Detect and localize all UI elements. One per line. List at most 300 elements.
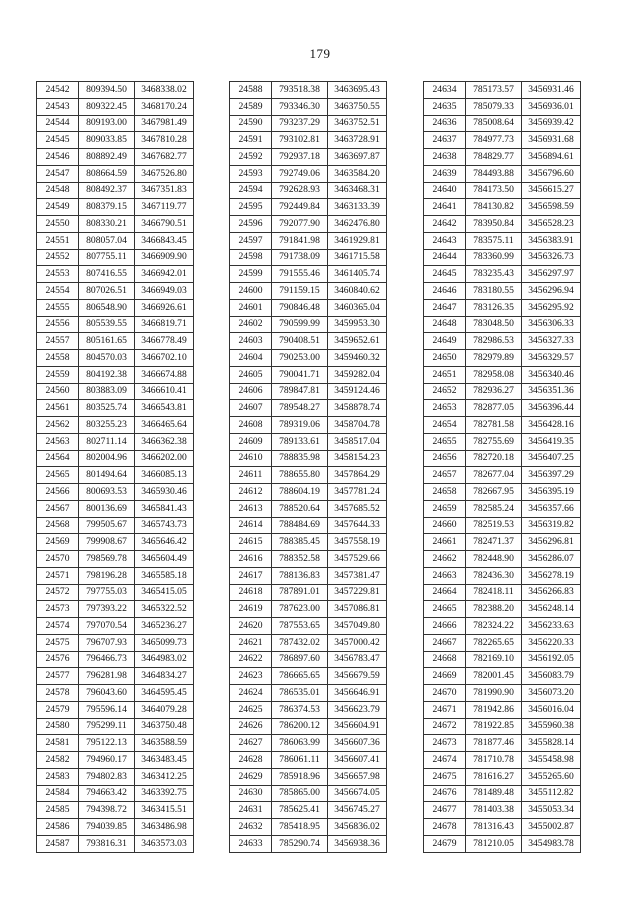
point-id-cell: 24543 (37, 98, 79, 115)
point-id-cell: 24675 (424, 768, 466, 785)
x-coordinate-cell: 782877.05 (466, 400, 522, 417)
y-coordinate-cell: 3456083.79 (522, 668, 581, 685)
table-row (37, 517, 194, 534)
y-coordinate-cell: 3456931.68 (522, 132, 581, 149)
y-coordinate-cell: 3454983.78 (522, 835, 581, 852)
table-row (37, 433, 194, 450)
x-coordinate-cell: 787553.65 (272, 618, 328, 635)
table-row (230, 835, 387, 852)
point-id-cell: 24631 (230, 802, 272, 819)
x-coordinate-cell: 782986.53 (466, 333, 522, 350)
point-id-cell: 24623 (230, 668, 272, 685)
y-coordinate-cell: 3466610.41 (135, 383, 194, 400)
x-coordinate-cell: 786374.53 (272, 701, 328, 718)
y-coordinate-cell: 3462476.80 (328, 216, 387, 233)
point-id-cell: 24666 (424, 618, 466, 635)
y-coordinate-cell: 3458154.23 (328, 450, 387, 467)
y-coordinate-cell: 3456615.27 (522, 182, 581, 199)
point-id-cell: 24643 (424, 232, 466, 249)
point-id-cell: 24588 (230, 82, 272, 99)
table-row (230, 584, 387, 601)
point-id-cell: 24676 (424, 785, 466, 802)
x-coordinate-cell: 808892.49 (79, 149, 135, 166)
table-row (37, 350, 194, 367)
y-coordinate-cell: 3458517.04 (328, 433, 387, 450)
table-row (37, 149, 194, 166)
x-coordinate-cell: 790599.99 (272, 316, 328, 333)
x-coordinate-cell: 794663.42 (79, 785, 135, 802)
x-coordinate-cell: 789847.81 (272, 383, 328, 400)
table-row (230, 651, 387, 668)
table-row (230, 467, 387, 484)
table-row (424, 551, 581, 568)
y-coordinate-cell: 3456796.60 (522, 165, 581, 182)
table-row (230, 433, 387, 450)
table-row (37, 299, 194, 316)
x-coordinate-cell: 797393.22 (79, 601, 135, 618)
y-coordinate-cell: 3465743.73 (135, 517, 194, 534)
point-id-cell: 24672 (424, 718, 466, 735)
point-id-cell: 24612 (230, 484, 272, 501)
x-coordinate-cell: 782667.95 (466, 484, 522, 501)
y-coordinate-cell: 3455112.82 (522, 785, 581, 802)
table-row (230, 484, 387, 501)
point-id-cell: 24652 (424, 383, 466, 400)
point-id-cell: 24650 (424, 350, 466, 367)
table-row (230, 819, 387, 836)
x-coordinate-cell: 793518.38 (272, 82, 328, 99)
x-coordinate-cell: 782265.65 (466, 634, 522, 651)
y-coordinate-cell: 3456220.33 (522, 634, 581, 651)
table-row (230, 785, 387, 802)
x-coordinate-cell: 795299.11 (79, 718, 135, 735)
x-coordinate-cell: 804192.38 (79, 366, 135, 383)
point-id-cell: 24656 (424, 450, 466, 467)
y-coordinate-cell: 3455053.34 (522, 802, 581, 819)
table-row (424, 149, 581, 166)
page-number: 179 (309, 46, 331, 61)
x-coordinate-cell: 790846.48 (272, 299, 328, 316)
x-coordinate-cell: 782436.30 (466, 567, 522, 584)
point-id-cell: 24576 (37, 651, 79, 668)
y-coordinate-cell: 3456296.94 (522, 283, 581, 300)
x-coordinate-cell: 782585.24 (466, 500, 522, 517)
x-coordinate-cell: 809322.45 (79, 98, 135, 115)
table-row (424, 584, 581, 601)
y-coordinate-cell: 3464079.28 (135, 701, 194, 718)
point-id-cell: 24660 (424, 517, 466, 534)
table-row (424, 132, 581, 149)
x-coordinate-cell: 791738.09 (272, 249, 328, 266)
table-row (230, 266, 387, 283)
point-id-cell: 24642 (424, 216, 466, 233)
y-coordinate-cell: 3456192.05 (522, 651, 581, 668)
point-id-cell: 24549 (37, 199, 79, 216)
y-coordinate-cell: 3463588.59 (135, 735, 194, 752)
x-coordinate-cell: 809193.00 (79, 115, 135, 132)
y-coordinate-cell: 3456248.14 (522, 601, 581, 618)
point-id-cell: 24574 (37, 618, 79, 635)
table-row (37, 785, 194, 802)
table-row (424, 249, 581, 266)
point-id-cell: 24573 (37, 601, 79, 618)
y-coordinate-cell: 3456745.27 (328, 802, 387, 819)
y-coordinate-cell: 3463697.87 (328, 149, 387, 166)
point-id-cell: 24640 (424, 182, 466, 199)
y-coordinate-cell: 3463468.31 (328, 182, 387, 199)
y-coordinate-cell: 3465930.46 (135, 484, 194, 501)
point-id-cell: 24560 (37, 383, 79, 400)
x-coordinate-cell: 784829.77 (466, 149, 522, 166)
point-id-cell: 24579 (37, 701, 79, 718)
y-coordinate-cell: 3466843.45 (135, 232, 194, 249)
x-coordinate-cell: 787432.02 (272, 634, 328, 651)
x-coordinate-cell: 798569.78 (79, 551, 135, 568)
table-row (424, 366, 581, 383)
x-coordinate-cell: 791159.15 (272, 283, 328, 300)
y-coordinate-cell: 3466790.51 (135, 216, 194, 233)
point-id-cell: 24614 (230, 517, 272, 534)
point-id-cell: 24580 (37, 718, 79, 735)
point-id-cell: 24551 (37, 232, 79, 249)
x-coordinate-cell: 800136.69 (79, 500, 135, 517)
y-coordinate-cell: 3465236.27 (135, 618, 194, 635)
y-coordinate-cell: 3466085.13 (135, 467, 194, 484)
y-coordinate-cell: 3456598.59 (522, 199, 581, 216)
y-coordinate-cell: 3457781.24 (328, 484, 387, 501)
table-row (424, 316, 581, 333)
point-id-cell: 24661 (424, 534, 466, 551)
y-coordinate-cell: 3458704.78 (328, 417, 387, 434)
point-id-cell: 24558 (37, 350, 79, 367)
y-coordinate-cell: 3464834.27 (135, 668, 194, 685)
y-coordinate-cell: 3456286.07 (522, 551, 581, 568)
x-coordinate-cell: 783126.35 (466, 299, 522, 316)
point-id-cell: 24606 (230, 383, 272, 400)
point-id-cell: 24633 (230, 835, 272, 852)
point-id-cell: 24566 (37, 484, 79, 501)
y-coordinate-cell: 3456623.79 (328, 701, 387, 718)
point-id-cell: 24600 (230, 283, 272, 300)
table-row (37, 115, 194, 132)
x-coordinate-cell: 786063.99 (272, 735, 328, 752)
point-id-cell: 24644 (424, 249, 466, 266)
x-coordinate-cell: 781990.90 (466, 685, 522, 702)
x-coordinate-cell: 788655.80 (272, 467, 328, 484)
table-row (37, 283, 194, 300)
y-coordinate-cell: 3465099.73 (135, 634, 194, 651)
point-id-cell: 24668 (424, 651, 466, 668)
point-id-cell: 24589 (230, 98, 272, 115)
table-row (230, 735, 387, 752)
table-row (230, 802, 387, 819)
table-row (230, 701, 387, 718)
point-id-cell: 24664 (424, 584, 466, 601)
table-row (424, 82, 581, 99)
y-coordinate-cell: 3466949.03 (135, 283, 194, 300)
table-row (37, 249, 194, 266)
y-coordinate-cell: 3463412.25 (135, 768, 194, 785)
table-row (230, 500, 387, 517)
point-id-cell: 24605 (230, 366, 272, 383)
point-id-cell: 24657 (424, 467, 466, 484)
point-id-cell: 24654 (424, 417, 466, 434)
x-coordinate-cell: 798196.28 (79, 567, 135, 584)
x-coordinate-cell: 801494.64 (79, 467, 135, 484)
y-coordinate-cell: 3456604.91 (328, 718, 387, 735)
x-coordinate-cell: 802711.14 (79, 433, 135, 450)
point-id-cell: 24584 (37, 785, 79, 802)
table-row (424, 768, 581, 785)
point-id-cell: 24665 (424, 601, 466, 618)
y-coordinate-cell: 3455458.98 (522, 752, 581, 769)
point-id-cell: 24564 (37, 450, 79, 467)
x-coordinate-cell: 782388.20 (466, 601, 522, 618)
y-coordinate-cell: 3465604.49 (135, 551, 194, 568)
table-row (37, 216, 194, 233)
point-id-cell: 24563 (37, 433, 79, 450)
table-row (37, 634, 194, 651)
y-coordinate-cell: 3455265.60 (522, 768, 581, 785)
x-coordinate-cell: 803255.23 (79, 417, 135, 434)
point-id-cell: 24601 (230, 299, 272, 316)
point-id-cell: 24669 (424, 668, 466, 685)
point-id-cell: 24635 (424, 98, 466, 115)
table-row (230, 249, 387, 266)
x-coordinate-cell: 782471.37 (466, 534, 522, 551)
y-coordinate-cell: 3456419.35 (522, 433, 581, 450)
x-coordinate-cell: 781922.85 (466, 718, 522, 735)
x-coordinate-cell: 781710.78 (466, 752, 522, 769)
x-coordinate-cell: 795122.13 (79, 735, 135, 752)
x-coordinate-cell: 781616.27 (466, 768, 522, 785)
table-row (230, 98, 387, 115)
y-coordinate-cell: 3466778.49 (135, 333, 194, 350)
x-coordinate-cell: 789548.27 (272, 400, 328, 417)
point-id-cell: 24610 (230, 450, 272, 467)
table-row (230, 417, 387, 434)
table-row (37, 701, 194, 718)
y-coordinate-cell: 3463486.98 (135, 819, 194, 836)
table-row (37, 735, 194, 752)
point-id-cell: 24570 (37, 551, 79, 568)
y-coordinate-cell: 3456936.01 (522, 98, 581, 115)
point-id-cell: 24555 (37, 299, 79, 316)
y-coordinate-cell: 3467682.77 (135, 149, 194, 166)
point-id-cell: 24662 (424, 551, 466, 568)
y-coordinate-cell: 3456428.16 (522, 417, 581, 434)
x-coordinate-cell: 803525.74 (79, 400, 135, 417)
y-coordinate-cell: 3465415.05 (135, 584, 194, 601)
table-row (230, 634, 387, 651)
x-coordinate-cell: 805161.65 (79, 333, 135, 350)
x-coordinate-cell: 784173.50 (466, 182, 522, 199)
table-row (230, 601, 387, 618)
point-id-cell: 24628 (230, 752, 272, 769)
point-id-cell: 24582 (37, 752, 79, 769)
point-id-cell: 24619 (230, 601, 272, 618)
point-id-cell: 24616 (230, 551, 272, 568)
x-coordinate-cell: 788520.64 (272, 500, 328, 517)
y-coordinate-cell: 3457864.29 (328, 467, 387, 484)
x-coordinate-cell: 808492.37 (79, 182, 135, 199)
table-row (230, 517, 387, 534)
point-id-cell: 24578 (37, 685, 79, 702)
table-row (37, 165, 194, 182)
y-coordinate-cell: 3457086.81 (328, 601, 387, 618)
table-row (37, 199, 194, 216)
point-id-cell: 24611 (230, 467, 272, 484)
y-coordinate-cell: 3457000.42 (328, 634, 387, 651)
x-coordinate-cell: 788385.45 (272, 534, 328, 551)
y-coordinate-cell: 3465585.18 (135, 567, 194, 584)
point-id-cell: 24615 (230, 534, 272, 551)
table-row (37, 668, 194, 685)
table-row (230, 383, 387, 400)
y-coordinate-cell: 3456679.59 (328, 668, 387, 685)
x-coordinate-cell: 794398.72 (79, 802, 135, 819)
table-row (230, 149, 387, 166)
table-row (424, 484, 581, 501)
x-coordinate-cell: 783950.84 (466, 216, 522, 233)
table-row (37, 551, 194, 568)
y-coordinate-cell: 3456296.81 (522, 534, 581, 551)
table-row (37, 802, 194, 819)
y-coordinate-cell: 3457229.81 (328, 584, 387, 601)
x-coordinate-cell: 804570.03 (79, 350, 135, 367)
x-coordinate-cell: 781316.43 (466, 819, 522, 836)
table-row (230, 668, 387, 685)
table-row (230, 350, 387, 367)
y-coordinate-cell: 3456340.46 (522, 366, 581, 383)
point-id-cell: 24655 (424, 433, 466, 450)
point-id-cell: 24587 (37, 835, 79, 852)
y-coordinate-cell: 3466926.61 (135, 299, 194, 316)
x-coordinate-cell: 785079.33 (466, 98, 522, 115)
point-id-cell: 24647 (424, 299, 466, 316)
point-id-cell: 24659 (424, 500, 466, 517)
y-coordinate-cell: 3456016.04 (522, 701, 581, 718)
y-coordinate-cell: 3459652.61 (328, 333, 387, 350)
table-row (424, 835, 581, 852)
table-row (424, 182, 581, 199)
y-coordinate-cell: 3464595.45 (135, 685, 194, 702)
point-id-cell: 24638 (424, 149, 466, 166)
table-row (37, 366, 194, 383)
table-row (230, 567, 387, 584)
point-id-cell: 24595 (230, 199, 272, 216)
point-id-cell: 24557 (37, 333, 79, 350)
y-coordinate-cell: 3456407.25 (522, 450, 581, 467)
y-coordinate-cell: 3467119.77 (135, 199, 194, 216)
table-row (424, 785, 581, 802)
y-coordinate-cell: 3457529.66 (328, 551, 387, 568)
y-coordinate-cell: 3455960.38 (522, 718, 581, 735)
y-coordinate-cell: 3463728.91 (328, 132, 387, 149)
table-row (230, 299, 387, 316)
point-id-cell: 24639 (424, 165, 466, 182)
table-row (37, 500, 194, 517)
y-coordinate-cell: 3463750.48 (135, 718, 194, 735)
x-coordinate-cell: 797755.03 (79, 584, 135, 601)
point-id-cell: 24596 (230, 216, 272, 233)
x-coordinate-cell: 796707.93 (79, 634, 135, 651)
point-id-cell: 24550 (37, 216, 79, 233)
point-id-cell: 24592 (230, 149, 272, 166)
table-row (230, 400, 387, 417)
table-row (230, 115, 387, 132)
y-coordinate-cell: 3463750.55 (328, 98, 387, 115)
table-row (37, 132, 194, 149)
y-coordinate-cell: 3456329.57 (522, 350, 581, 367)
x-coordinate-cell: 784130.82 (466, 199, 522, 216)
x-coordinate-cell: 782755.69 (466, 433, 522, 450)
point-id-cell: 24608 (230, 417, 272, 434)
x-coordinate-cell: 782169.10 (466, 651, 522, 668)
coordinate-table-right (423, 81, 581, 853)
point-id-cell: 24569 (37, 534, 79, 551)
table-row (230, 216, 387, 233)
point-id-cell: 24651 (424, 366, 466, 383)
y-coordinate-cell: 3456326.73 (522, 249, 581, 266)
y-coordinate-cell: 3456397.29 (522, 467, 581, 484)
point-id-cell: 24583 (37, 768, 79, 785)
table-row (424, 500, 581, 517)
table-row (424, 567, 581, 584)
x-coordinate-cell: 782720.18 (466, 450, 522, 467)
x-coordinate-cell: 785418.95 (272, 819, 328, 836)
y-coordinate-cell: 3456395.19 (522, 484, 581, 501)
x-coordinate-cell: 785918.96 (272, 768, 328, 785)
x-coordinate-cell: 785008.64 (466, 115, 522, 132)
x-coordinate-cell: 799908.67 (79, 534, 135, 551)
x-coordinate-cell: 782781.58 (466, 417, 522, 434)
table-row (37, 467, 194, 484)
table-row (424, 618, 581, 635)
x-coordinate-cell: 790041.71 (272, 366, 328, 383)
table-row (424, 701, 581, 718)
table-row (37, 400, 194, 417)
point-id-cell: 24586 (37, 819, 79, 836)
point-id-cell: 24627 (230, 735, 272, 752)
point-id-cell: 24658 (424, 484, 466, 501)
y-coordinate-cell: 3463584.20 (328, 165, 387, 182)
table-row (230, 718, 387, 735)
coordinate-table-middle (229, 81, 387, 853)
y-coordinate-cell: 3466819.71 (135, 316, 194, 333)
y-coordinate-cell: 3456931.46 (522, 82, 581, 99)
y-coordinate-cell: 3459953.30 (328, 316, 387, 333)
y-coordinate-cell: 3455002.87 (522, 819, 581, 836)
point-id-cell: 24544 (37, 115, 79, 132)
x-coordinate-cell: 808330.21 (79, 216, 135, 233)
y-coordinate-cell: 3466942.01 (135, 266, 194, 283)
x-coordinate-cell: 782448.90 (466, 551, 522, 568)
x-coordinate-cell: 794802.83 (79, 768, 135, 785)
x-coordinate-cell: 792628.93 (272, 182, 328, 199)
y-coordinate-cell: 3467810.28 (135, 132, 194, 149)
table-row (230, 534, 387, 551)
point-id-cell: 24618 (230, 584, 272, 601)
table-row (37, 618, 194, 635)
y-coordinate-cell: 3457049.80 (328, 618, 387, 635)
point-id-cell: 24602 (230, 316, 272, 333)
y-coordinate-cell: 3456278.19 (522, 567, 581, 584)
y-coordinate-cell: 3456306.33 (522, 316, 581, 333)
x-coordinate-cell: 786200.12 (272, 718, 328, 735)
x-coordinate-cell: 803883.09 (79, 383, 135, 400)
table-row (424, 165, 581, 182)
